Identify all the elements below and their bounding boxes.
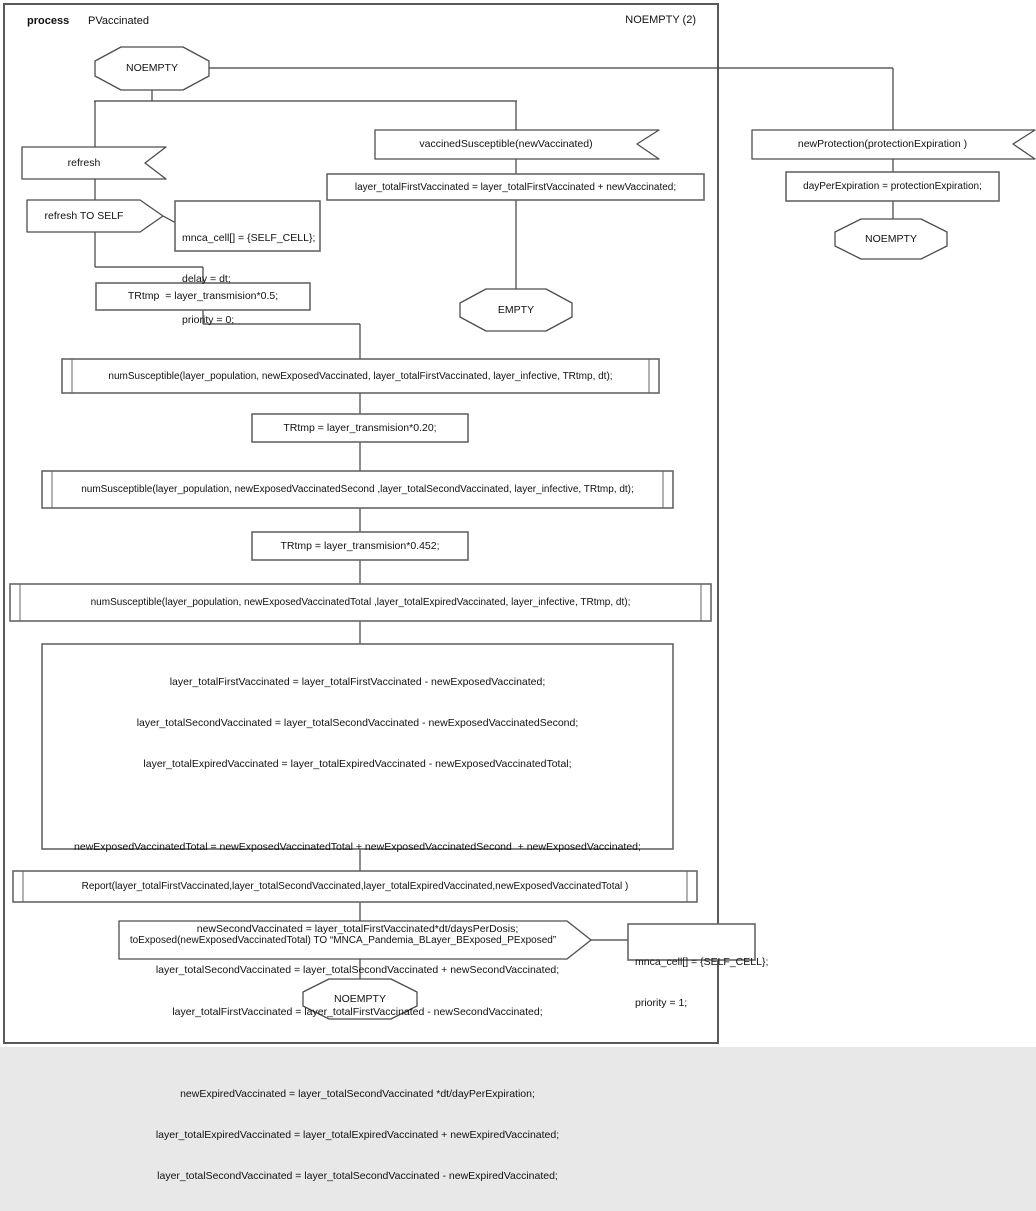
action-box-vaccined-label: layer_totalFirstVaccinated = layer_totalFirstVaccinated + newVaccinated; bbox=[354, 181, 677, 193]
param-line: mnca_cell[] = {SELF_CELL}; bbox=[182, 232, 316, 244]
state-empty-label: EMPTY bbox=[497, 303, 535, 316]
call-box-expired-label: numSusceptible(layer_population, newExposedVaccinatedTotal ,layer_totalExpiredVaccinated, layer_infective, TRtmp, dt); bbox=[90, 597, 631, 608]
process-state-label: NOEMPTY (2) bbox=[625, 14, 696, 26]
assignment-line bbox=[42, 800, 673, 815]
assignment-line bbox=[42, 1047, 673, 1062]
receive-flag-protection-label: newProtection(protectionExpiration ) bbox=[797, 138, 968, 150]
state-noempty-right-label: NOEMPTY bbox=[865, 232, 917, 245]
param-line: priority = 0; bbox=[182, 314, 235, 326]
assignment-line: newExposedVaccinatedTotal = newExposedVaccinatedTotal + newExposedVaccinatedSecond + newExposedVaccinated; bbox=[74, 840, 641, 853]
param-line: mnca_cell[] = {SELF_CELL}; bbox=[635, 956, 769, 968]
assignment-line: newExpiredVaccinated = layer_totalSecondVaccinated *dt/dayPerExpiration; bbox=[180, 1087, 535, 1100]
param-line: delay = dt; bbox=[182, 273, 231, 285]
action-box-tr-second-label: TRtmp = layer_transmision*0.20; bbox=[283, 421, 437, 434]
assignment-line: layer_totalSecondVaccinated = layer_totalSecondVaccinated + newSecondVaccinated; bbox=[155, 964, 560, 977]
state-end-label: NOEMPTY bbox=[334, 992, 386, 1005]
process-type-label: process bbox=[27, 15, 70, 27]
state-start-label: NOEMPTY bbox=[126, 62, 178, 74]
report-box-label: Report(layer_totalFirstVaccinated,layer_totalSecondVaccinated,layer_totalExpiredVaccinated,newExposedVaccinatedTotal ) bbox=[81, 881, 629, 892]
assignment-line: layer_totalFirstVaccinated = layer_totalFirstVaccinated - newSecondVaccinated; bbox=[172, 1005, 543, 1018]
receive-flag-vaccined-label: vaccinedSusceptible(newVaccinated) bbox=[419, 138, 593, 150]
send-flag-to-exposed-label: toExposed(newExposedVaccinatedTotal) TO “MNCA_Pandemia_BLayer_BExposed_PExposed” bbox=[129, 934, 557, 946]
process-name: PVaccinated bbox=[88, 15, 149, 27]
assignment-line: layer_totalSecondVaccinated = layer_totalSecondVaccinated - newExposedVaccinatedSecond; bbox=[136, 717, 579, 730]
receive-flag-refresh-label: refresh bbox=[67, 156, 101, 169]
assignment-line: layer_totalFirstVaccinated = layer_totalFirstVaccinated - newExposedVaccinated; bbox=[169, 676, 546, 688]
action-box-tr-expired-label: TRtmp = layer_transmision*0.452; bbox=[280, 539, 440, 552]
send-flag-refresh-self-label: refresh TO SELF bbox=[44, 209, 124, 222]
assignment-line: layer_totalExpiredVaccinated = layer_totalExpiredVaccinated - newExposedVaccinatedTotal; bbox=[143, 758, 572, 771]
call-box-second-label: numSusceptible(layer_population, newExposedVaccinatedSecond ,layer_totalSecondVaccinated, layer_infective, TRtmp, dt); bbox=[81, 484, 634, 495]
assignment-line: layer_totalExpiredVaccinated = layer_totalExpiredVaccinated + newExpiredVaccinated; bbox=[155, 1129, 560, 1142]
param-box-to-exposed bbox=[628, 925, 769, 1009]
action-box-tr-half-label: TRtmp = layer_transmision*0.5; bbox=[127, 290, 279, 302]
action-box-protection-label: dayPerExpiration = protectionExpiration; bbox=[803, 181, 982, 192]
assignment-line: newSecondVaccinated = layer_totalFirstVaccinated*dt/daysPerDosis; bbox=[196, 923, 519, 936]
call-box-first-label: numSusceptible(layer_population, newExposedVaccinated, layer_totalFirstVaccinated, layer_infective, TRtmp, dt); bbox=[108, 370, 613, 382]
assignment-line: layer_totalSecondVaccinated = layer_totalSecondVaccinated - newExpiredVaccinated; bbox=[157, 1170, 558, 1183]
param-line: priority = 1; bbox=[635, 997, 688, 1009]
